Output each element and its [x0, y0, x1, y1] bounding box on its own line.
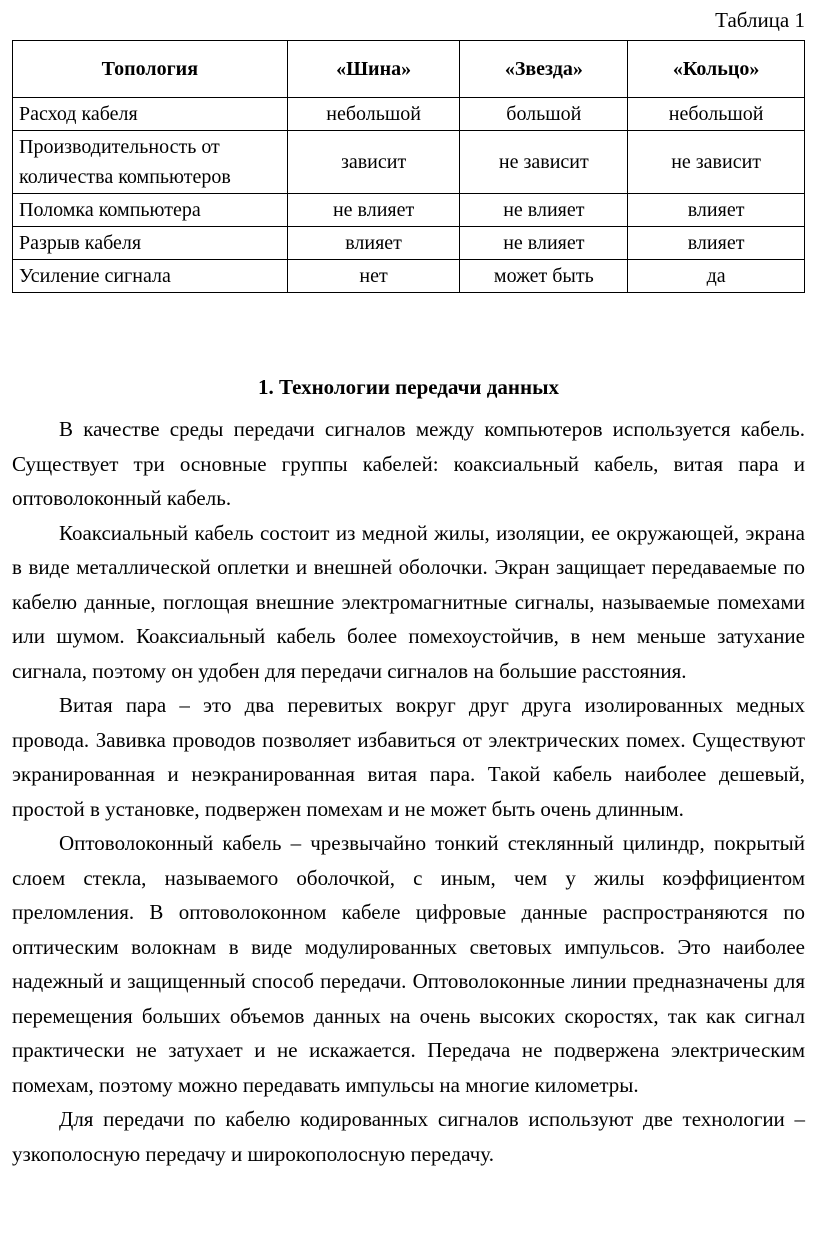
table-cell: большой [460, 98, 628, 131]
header-star: «Звезда» [460, 41, 628, 98]
table-row [13, 131, 805, 194]
paragraph: Оптоволоконный кабель – чрезвычайно тонкий стеклянный цилиндр, покрытый слоем стекла, называемого оболочкой, с иным, чем у жилы коэффициентом преломления. В оптоволоконном кабеле цифровые данные распространяются по оптическим волокнам в виде модулированных световых импульсов. Это наиболее надежный и защищенный способ передачи. Оптоволоконные линии предназначены для перемещения больших объемов данных на очень высоких скоростях, так как сигнал практически не затухает и не искажается. Передача не подвержена электрическим помехам, поэтому можно передавать импульсы на многие километры. [12, 831, 805, 1097]
table-cell: не зависит [628, 131, 805, 194]
header-bus: «Шина» [287, 41, 460, 98]
table-cell: влияет [628, 194, 805, 227]
row-label: Разрыв кабеля [13, 227, 288, 260]
topology-comparison-table [12, 40, 805, 293]
body-text [12, 412, 805, 1171]
table-cell: влияет [287, 227, 460, 260]
paragraph: Витая пара – это два перевитых вокруг друг друга изолированных медных провода. Завивка проводов позволяет избавиться от электрических помех. Существуют экранированная и неэкранированная витая пара. Такой кабель наиболее дешевый, простой в установке, подвержен помехам и не может быть очень длинным. [12, 693, 805, 821]
table-cell: не влияет [287, 194, 460, 227]
table-cell: небольшой [287, 98, 460, 131]
row-label: Усиление сигнала [13, 260, 288, 293]
table-cell: зависит [287, 131, 460, 194]
table-row [13, 260, 805, 293]
table-cell: не влияет [460, 227, 628, 260]
header-topology: Топология [13, 41, 288, 98]
row-label: Производительность от количества компьютеров [13, 131, 288, 194]
header-ring: «Кольцо» [628, 41, 805, 98]
paragraph: Для передачи по кабелю кодированных сигналов используют две технологии – узкополосную передачу и широкополосную передачу. [12, 1107, 805, 1166]
table-row [13, 227, 805, 260]
document-page [12, 0, 805, 1166]
table-cell: не зависит [460, 131, 628, 194]
table-cell: небольшой [628, 98, 805, 131]
section-heading: 1. Технологии передачи данных [257, 375, 560, 399]
table-cell: влияет [628, 227, 805, 260]
paragraph: В качестве среды передачи сигналов между компьютеров используется кабель. Существует три основные группы кабелей: коаксиальный кабель, витая пара и оптоволоконный кабель. [12, 417, 805, 510]
row-label: Расход кабеля [13, 98, 288, 131]
table-cell: нет [287, 260, 460, 293]
table-caption: Таблица 1 [715, 8, 805, 32]
paragraph: Коаксиальный кабель состоит из медной жилы, изоляции, ее окружающей, экрана в виде металлической оплетки и внешней оболочки. Экран защищает передаваемые по кабелю данные, поглощая внешние электромагнитные сигналы, называемые помехами или шумом. Коаксиальный кабель более помехоустойчив, в нем меньше затухание сигнала, поэтому он удобен для передачи сигналов на большие расстояния. [12, 520, 805, 683]
table-cell: может быть [460, 260, 628, 293]
table-row [13, 194, 805, 227]
table-cell: не влияет [460, 194, 628, 227]
table-cell: да [628, 260, 805, 293]
table-header-row [13, 41, 805, 98]
table-row [13, 98, 805, 131]
row-label: Поломка компьютера [13, 194, 288, 227]
